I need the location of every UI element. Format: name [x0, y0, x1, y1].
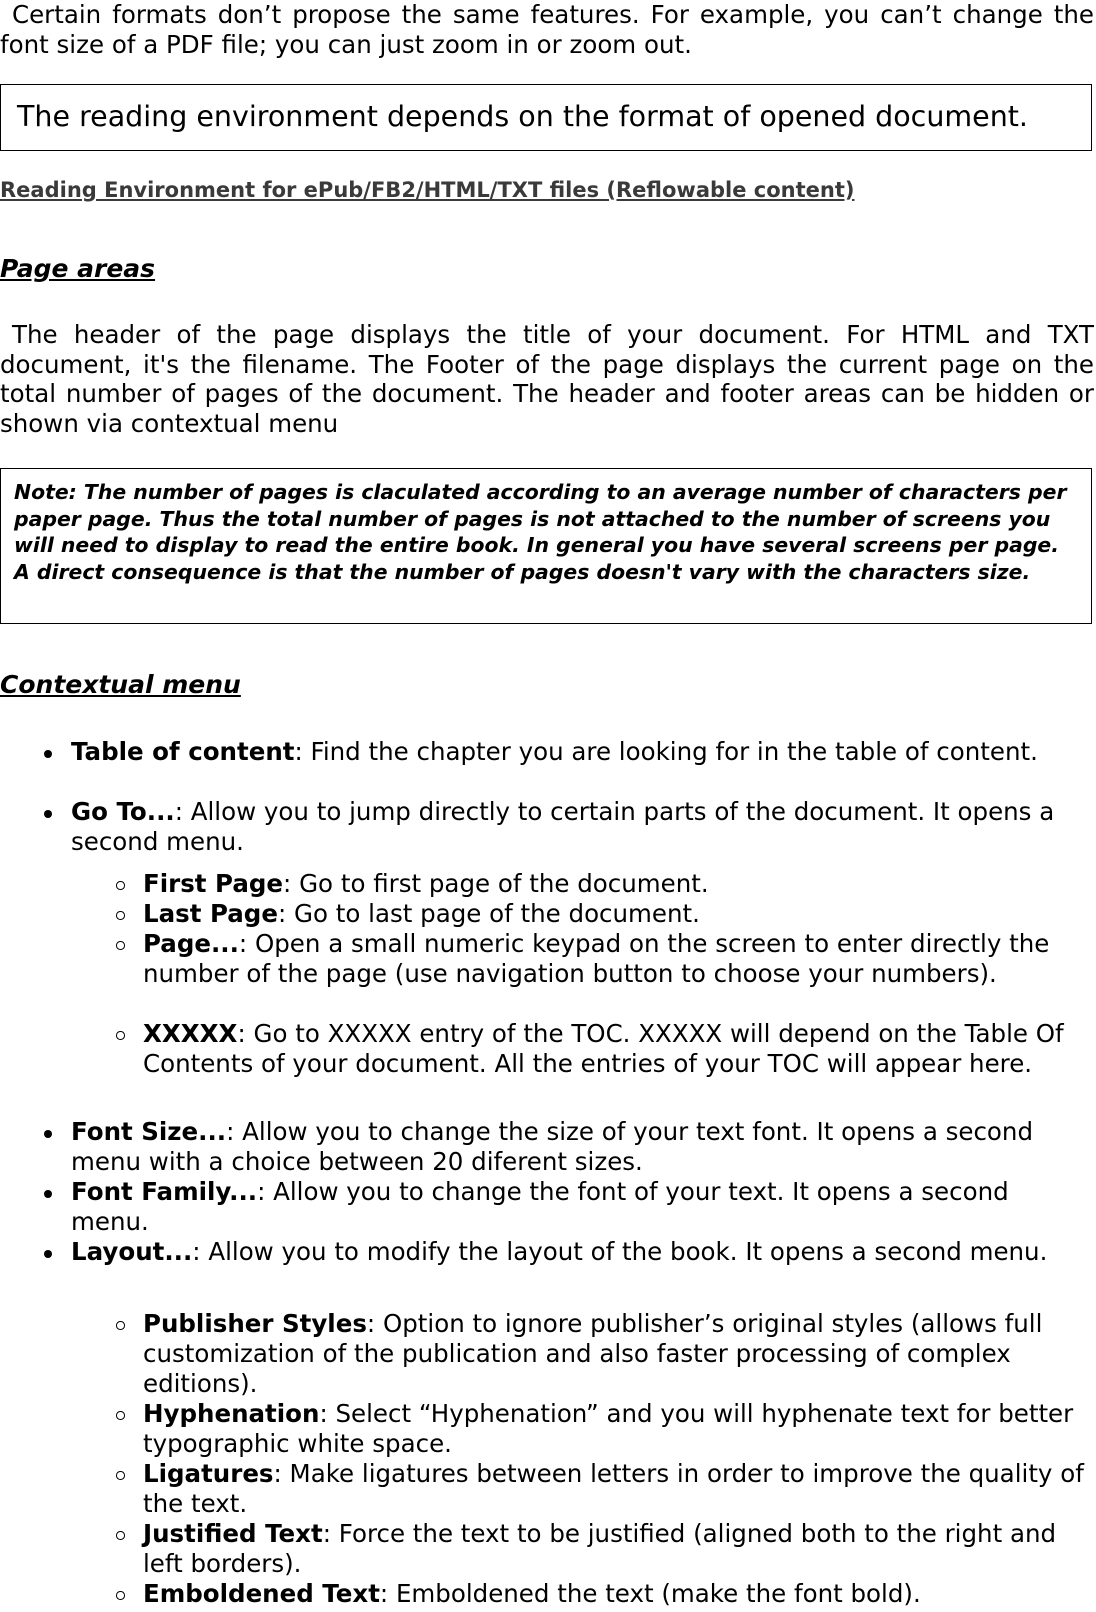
bullet-circle [116, 1321, 125, 1330]
item-term: Hyphenation [143, 1399, 320, 1428]
contextual-menu-heading: Contextual menu [0, 670, 241, 699]
item-term: First Page [143, 869, 284, 898]
list-item-justified-text [143, 1519, 1093, 1579]
item-term: Page... [143, 929, 239, 958]
item-term: Justified Text [143, 1519, 323, 1548]
item-desc: : Open a small numeric keypad on the screen to enter directly the number of the page (use navigation button to choose your numbers). [143, 929, 1050, 988]
item-desc: : Select “Hyphenation” and you will hyphenate text for better typographic white space. [143, 1399, 1074, 1458]
list-item-ligatures [143, 1459, 1093, 1519]
item-term: Go To... [71, 797, 175, 826]
item-desc: : Allow you to modify the layout of the book. It opens a second menu. [192, 1237, 1048, 1266]
section-title: Reading Environment for ePub/FB2/HTML/TXT files (Reflowable content) [0, 178, 855, 202]
bullet-disc [44, 810, 52, 818]
item-term: Font Family... [71, 1177, 258, 1206]
list-item-layout [71, 1237, 1086, 1267]
item-desc: : Allow you to change the size of your text font. It opens a second menu with a choice between 20 diferent sizes. [71, 1117, 1034, 1176]
item-desc: : Find the chapter you are looking for in the table of content. [294, 737, 1038, 766]
item-desc: : Allow you to change the font of your text. It opens a second menu. [71, 1177, 1009, 1236]
list-item-go-to [71, 797, 1086, 857]
bullet-circle [116, 1411, 125, 1420]
item-desc: : Make ligatures between letters in order to improve the quality of the text. [143, 1459, 1084, 1518]
list-item-table-of-content [71, 737, 1086, 767]
page-count-note: Note: The number of pages is claculated according to an average number of characters per paper page. Thus the total number of pages is not attached to the number of screens you will need to display to read the entire book. In general you have several screens per page. A direct consequence is that the number of pages doesn't vary with the characters size. [0, 468, 1092, 624]
bullet-circle [116, 881, 125, 890]
item-desc: : Allow you to jump directly to certain parts of the document. It opens a second menu. [71, 797, 1055, 856]
item-term: Publisher Styles [143, 1309, 367, 1338]
item-term: Ligatures [143, 1459, 274, 1488]
list-item-emboldened-text [143, 1579, 1093, 1609]
item-desc: : Go to first page of the document. [283, 869, 709, 898]
bullet-circle [116, 1591, 125, 1600]
bullet-disc [44, 1190, 52, 1198]
bullet-disc [44, 1130, 52, 1138]
item-term: Last Page [143, 899, 278, 928]
bullet-circle [116, 911, 125, 920]
item-term: XXXXX [143, 1019, 238, 1048]
bullet-circle [116, 1471, 125, 1480]
list-item-xxxxx [143, 1019, 1093, 1079]
page-areas-heading: Page areas [0, 254, 156, 283]
format-callout: The reading environment depends on the format of opened document. [0, 84, 1092, 151]
bullet-disc [44, 750, 52, 758]
list-item-hyphenation [143, 1399, 1093, 1459]
item-desc: : Go to XXXXX entry of the TOC. XXXXX will depend on the Table Of Contents of your document. All the entries of your TOC will appear here. [143, 1019, 1064, 1078]
list-item-font-size [71, 1117, 1086, 1177]
intro-paragraph: Certain formats don’t propose the same features. For example, you can’t change the font size of a PDF file; you can just zoom in or zoom out. [0, 0, 1094, 59]
item-desc: : Force the text to be justified (aligned both to the right and left borders). [143, 1519, 1057, 1578]
item-term: Emboldened Text [143, 1579, 380, 1608]
item-term: Table of content [71, 737, 295, 766]
item-desc: : Option to ignore publisher’s original styles (allows full customization of the publication and also faster processing of complex editions). [143, 1309, 1043, 1398]
list-item-font-family [71, 1177, 1086, 1237]
list-item-last-page [143, 899, 1093, 929]
list-item-first-page [143, 869, 1093, 899]
page-areas-paragraph: The header of the page displays the title of your document. For HTML and TXT document, it's the filename. The Footer of the page displays the current page on the total number of pages of the document. The header and footer areas can be hidden or shown via contextual menu [0, 320, 1094, 438]
bullet-disc [44, 1250, 52, 1258]
item-desc: : Emboldened the text (make the font bold). [379, 1579, 921, 1608]
bullet-circle [116, 941, 125, 950]
bullet-circle [116, 1531, 125, 1540]
item-term: Layout... [71, 1237, 193, 1266]
item-term: Font Size... [71, 1117, 227, 1146]
list-item-publisher-styles [143, 1309, 1093, 1399]
bullet-circle [116, 1031, 125, 1040]
list-item-page [143, 929, 1093, 989]
item-desc: : Go to last page of the document. [277, 899, 700, 928]
